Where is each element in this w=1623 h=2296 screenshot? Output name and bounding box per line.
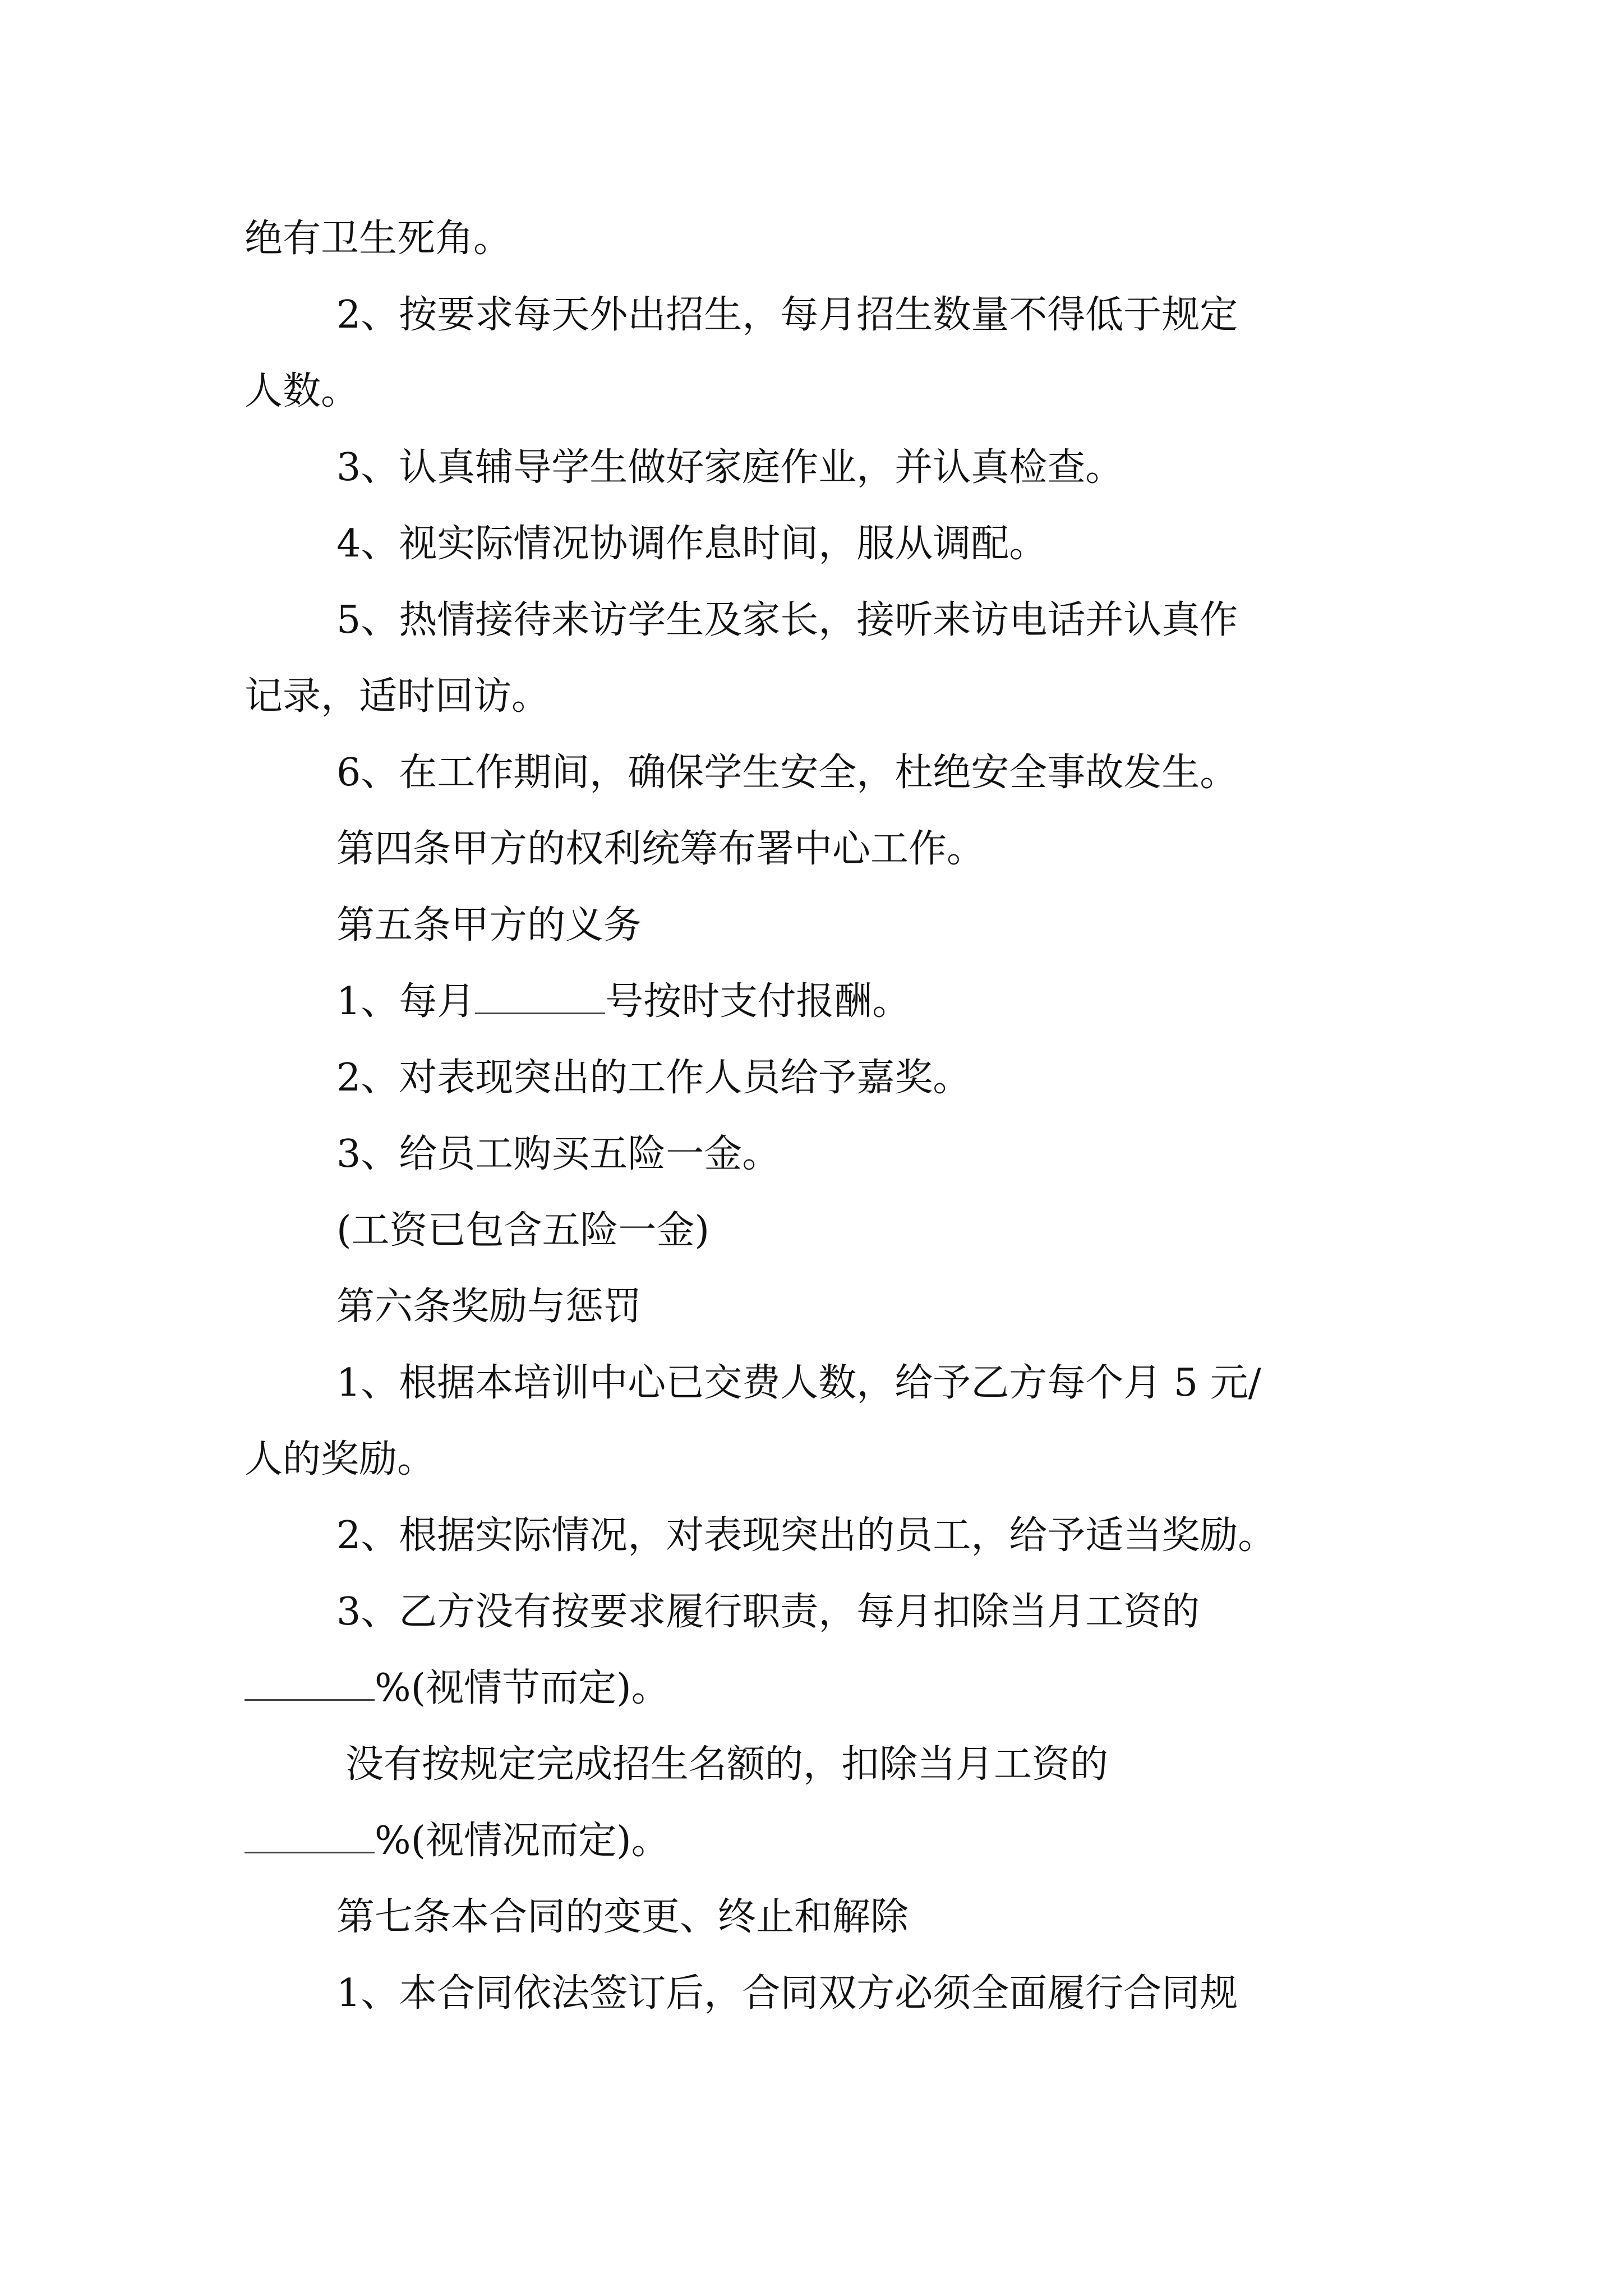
list-item <box>245 582 1377 659</box>
text-span: 人的奖励。 <box>245 1437 436 1481</box>
document-body <box>245 201 1377 2032</box>
text-line <box>245 201 1377 277</box>
text-line <box>245 1803 1377 1879</box>
text-span: (工资已包含五险一金) <box>336 1208 710 1253</box>
text-span: 3、乙方没有按要求履行职责，每月扣除当月工资的 <box>336 1590 1200 1634</box>
text-span: 5、热情接待来访学生及家长，接听来访电话并认真作 <box>336 598 1238 642</box>
list-item <box>245 1955 1377 2032</box>
text-span: 3、认真辅导学生做好家庭作业，并认真检查。 <box>336 445 1124 490</box>
text-span: 1、根据本培训中心已交费人数，给予乙方每个月 5 元/ <box>336 1361 1261 1405</box>
text-span: 第四条甲方的权利统筹布署中心工作。 <box>336 827 985 871</box>
list-item <box>245 1574 1377 1650</box>
text-span: 2、对表现突出的工作人员给予嘉奖。 <box>336 1056 971 1100</box>
list-item <box>245 1498 1377 1574</box>
text-line <box>245 1421 1377 1498</box>
list-item <box>245 1040 1377 1116</box>
text-span: %(视情况而定)。 <box>375 1819 670 1863</box>
text-span: %(视情节而定)。 <box>375 1666 670 1710</box>
text-span: 4、视实际情况协调作息时间，服从调配。 <box>336 522 1048 566</box>
blank-underline <box>245 1818 375 1853</box>
text-span: 1、本合同依法签订后，合同双方必须全面履行合同规 <box>336 1971 1238 2016</box>
list-item <box>245 277 1377 353</box>
text-span: 记录，适时回访。 <box>245 674 550 719</box>
blank-underline <box>475 979 605 1014</box>
text-span: 第六条奖励与惩罚 <box>336 1285 642 1329</box>
text-span: 1、每月 <box>336 979 476 1024</box>
text-line <box>245 1727 1377 1803</box>
text-line <box>245 353 1377 430</box>
article-heading <box>245 887 1377 964</box>
list-item <box>245 964 1377 1040</box>
list-item <box>245 430 1377 506</box>
text-span: 2、根据实际情况，对表现突出的员工，给予适当奖励。 <box>336 1513 1276 1558</box>
text-span: 绝有卫生死角。 <box>245 217 512 261</box>
text-span: 2、按要求每天外出招生，每月招生数量不得低于规定 <box>336 293 1238 337</box>
text-span: 没有按规定完成招生名额的，扣除当月工资的 <box>345 1742 1109 1787</box>
article-heading <box>245 1269 1377 1345</box>
text-span: 3、给员工购买五险一金。 <box>336 1132 781 1176</box>
list-item <box>245 735 1377 811</box>
article-heading <box>245 811 1377 887</box>
list-item <box>245 1345 1377 1421</box>
text-span: 人数。 <box>245 369 359 413</box>
list-item <box>245 1116 1377 1193</box>
text-span: 6、在工作期间，确保学生安全，杜绝安全事故发生。 <box>336 751 1238 795</box>
text-span: 第五条甲方的义务 <box>336 903 642 947</box>
note-line <box>245 1193 1377 1269</box>
article-heading <box>245 1879 1377 1955</box>
text-span: 号按时支付报酬。 <box>605 979 911 1024</box>
blank-underline <box>245 1665 375 1701</box>
list-item <box>245 506 1377 582</box>
text-line <box>245 659 1377 735</box>
text-line <box>245 1650 1377 1727</box>
text-span: 第七条本合同的变更、终止和解除 <box>336 1895 909 1939</box>
